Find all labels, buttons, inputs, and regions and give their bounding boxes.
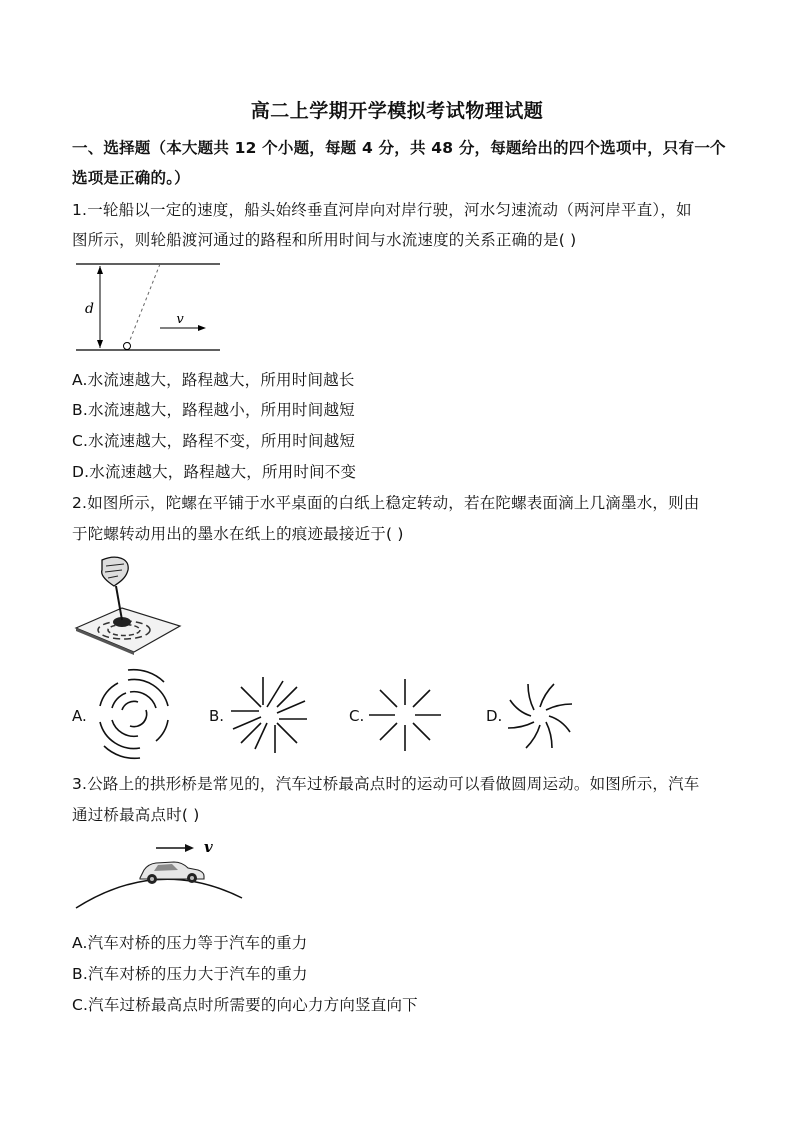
q2-spinning-top-figure <box>72 556 184 656</box>
q3-option-b: B.汽车对桥的压力大于汽车的重力 <box>72 965 308 983</box>
d-label: d <box>85 301 94 317</box>
q1-stem-line1: 1.一轮船以一定的速度，船头始终垂直河岸向对岸行驶，河水匀速流动（两河岸平直），如 <box>72 201 692 219</box>
velocity-arrow-head <box>185 844 194 852</box>
q3-option-a: A.汽车对桥的压力等于汽车的重力 <box>72 934 308 952</box>
boat-icon <box>124 343 131 350</box>
boat-path-dashed <box>128 264 160 345</box>
width-arrow-bottom <box>97 340 103 348</box>
concentric-arcs <box>100 670 168 759</box>
q2-option-d-figure <box>504 680 576 752</box>
q3-v-label: v <box>204 838 213 856</box>
section-heading-rest: （本大题共 12 个小题，每题 4 分，共 48 分，每题给出的四个选项中，只有一个 <box>150 139 726 157</box>
q2-option-c-figure <box>366 676 444 754</box>
q2-option-a-label: A. <box>72 707 87 725</box>
q1-option-b: B.水流速越大，路程越小，所用时间越短 <box>72 401 355 419</box>
car-icon <box>140 862 204 884</box>
page-title: 高二上学期开学模拟考试物理试题 <box>250 100 544 122</box>
straight-rays <box>369 679 441 751</box>
q2-stem-line2: 于陀螺转动用出的墨水在纸上的痕迹最接近于( ) <box>72 525 404 543</box>
width-arrow-top <box>97 266 103 274</box>
section-heading-bold: 一、选择题 <box>72 139 151 157</box>
paper-sheet <box>76 608 180 652</box>
current-arrow-head <box>198 325 206 331</box>
q1-option-c: C.水流速越大，路程不变，所用时间越短 <box>72 432 356 450</box>
q2-option-d-label: D. <box>486 707 503 725</box>
section-heading-line2: 选项是正确的。） <box>72 169 190 187</box>
v-label: v <box>176 312 184 327</box>
q2-option-b-figure <box>228 674 310 756</box>
q1-option-a: A.水流速越大，路程越大，所用时间越长 <box>72 371 355 389</box>
q2-option-c-label: C. <box>349 707 365 725</box>
arch-bridge <box>76 879 242 908</box>
section-heading-line1 <box>72 136 726 158</box>
q2-option-b-label: B. <box>209 707 225 725</box>
q1-stem-line2: 图所示，则轮船渡河通过的路程和所用时间与水流速度的关系正确的是( ) <box>72 231 577 249</box>
q2-option-a-figure <box>88 668 180 760</box>
q1-river-figure <box>74 258 224 358</box>
q3-option-c: C.汽车过桥最高点时所需要的向心力方向竖直向下 <box>72 996 418 1014</box>
q2-stem-line1: 2.如图所示，陀螺在平铺于水平桌面的白纸上稳定转动，若在陀螺表面滴上几滴墨水，则由 <box>72 494 700 512</box>
curved-rays <box>508 684 572 748</box>
q1-option-d: D.水流速越大，路程越大，所用时间不变 <box>72 463 357 481</box>
q3-stem-line1: 3.公路上的拱形桥是常见的，汽车过桥最高点时的运动可以看做圆周运动。如图所示，汽车 <box>72 775 700 793</box>
q3-stem-line2: 通过桥最高点时( ) <box>72 806 200 824</box>
bent-rays <box>231 677 307 753</box>
q3-bridge-figure <box>74 834 246 914</box>
